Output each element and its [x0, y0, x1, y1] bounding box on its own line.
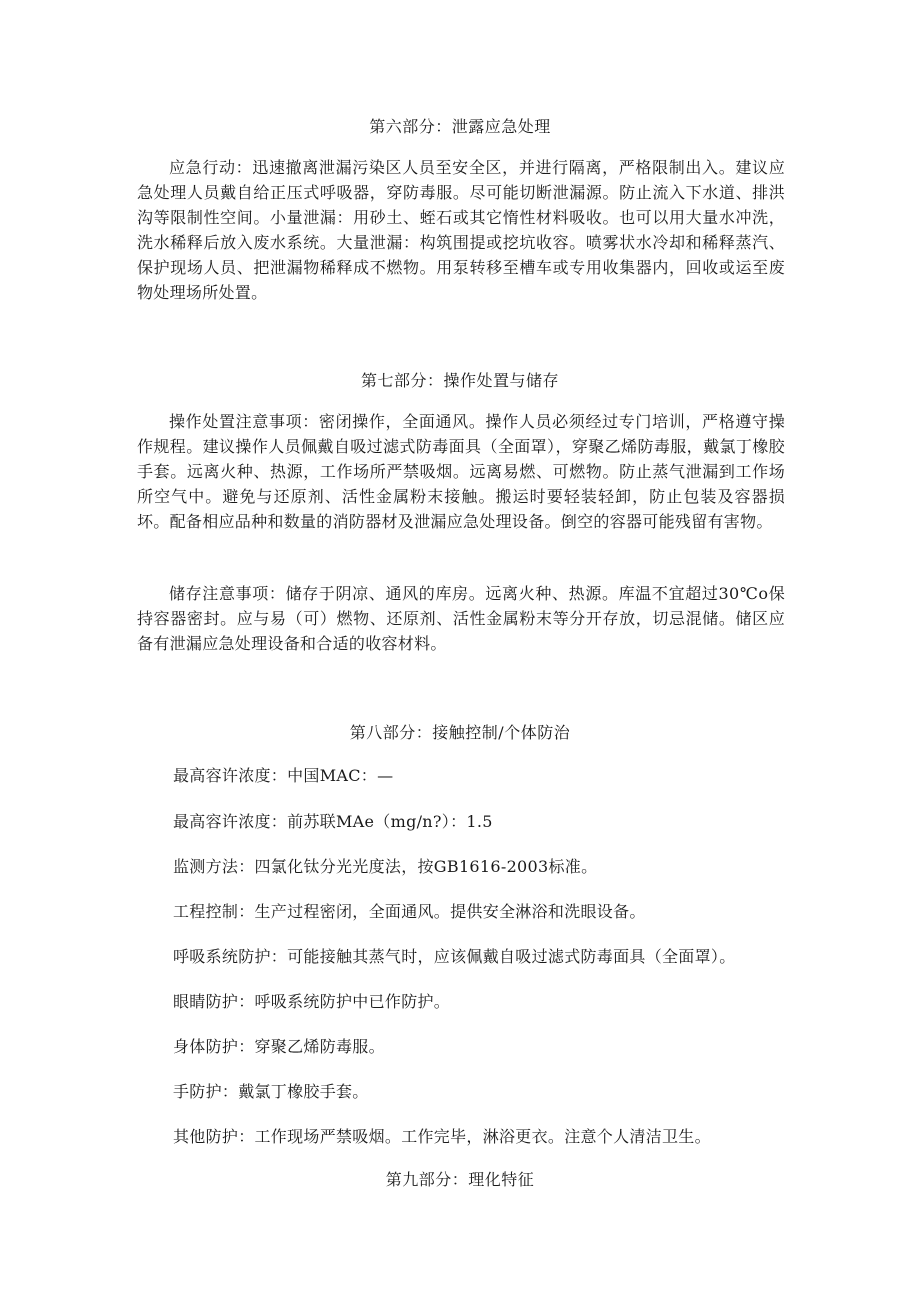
list-item: 眼睛防护：呼吸系统防护中已作防护。: [173, 992, 451, 1011]
section-7-title: 第七部分：操作处置与储存: [360, 371, 559, 390]
list-item: 手防护：戴氯丁橡胶手套。: [173, 1082, 369, 1101]
list-item: 身体防护：穿聚乙烯防毒服。: [173, 1037, 385, 1056]
section-7-paragraph-handling: 操作处置注意事项：密闭操作，全面通风。操作人员必须经过专门培训，严格遵守操作规程。建议操作人员佩戴自吸过滤式防毒面具（全面罩），穿聚乙烯防毒服，戴氯丁橡胶手套。远离火种、热源，工作场所严禁吸烟。远离易燃、可燃物。防止蒸气泄漏到工作场所空气中。避免与还原剂、活性金属粉末接触。搬运时要轻装轻卸，防止包装及容器损坏。配备相应品种和数量的消防器材及泄漏应急处理设备。倒空的容器可能残留有害物。: [137, 412, 785, 531]
section-6-paragraph: 应急行动：迅速撤离泄漏污染区人员至安全区，并进行隔离，严格限制出入。建议应急处理人员戴自给正压式呼吸器，穿防毒服。尽可能切断泄漏源。防止流入下水道、排洪沟等限制性空间。小量泄漏：用砂土、蛭石或其它惰性材料吸收。也可以用大量水冲洗，洗水稀释后放入废水系统。大量泄漏：构筑围提或挖坑收容。喷雾状水冷却和稀释蒸汽、保护现场人员、把泄漏物稀释成不燃物。用泵转移至槽车或专用收集器内，回收或运至废物处理场所处置。: [137, 158, 785, 302]
list-item: 最高容许浓度：前苏联MAe（mg/n?）：1.5: [173, 812, 493, 831]
list-item: 监测方法：四氯化钛分光光度法，按GB1616-2003标准。: [173, 857, 598, 876]
list-item: 呼吸系统防护：可能接触其蒸气时，应该佩戴自吸过滤式防毒面具（全面罩）。: [173, 947, 736, 966]
list-item: 最高容许浓度：中国MAC：—: [173, 766, 394, 785]
section-8-title: 第八部分：接触控制/个体防治: [349, 723, 571, 742]
section-7-paragraph-storage: 储存注意事项：储存于阴凉、通风的库房。远离火种、热源。库温不宜超过30℃o保持容器密封。应与易（可）燃物、还原剂、活性金属粉末等分开存放，切忌混储。储区应备有泄漏应急处理设备和合适的收容材料。: [137, 584, 785, 653]
section-9-title: 第九部分：理化特征: [385, 1170, 535, 1189]
section-6-title: 第六部分：泄露应急处理: [369, 117, 551, 136]
list-item: 工程控制：生产过程密闭，全面通风。提供安全淋浴和洗眼设备。: [173, 902, 646, 921]
list-item: 其他防护：工作现场严禁吸烟。工作完毕，淋浴更衣。注意个人清洁卫生。: [173, 1127, 711, 1146]
